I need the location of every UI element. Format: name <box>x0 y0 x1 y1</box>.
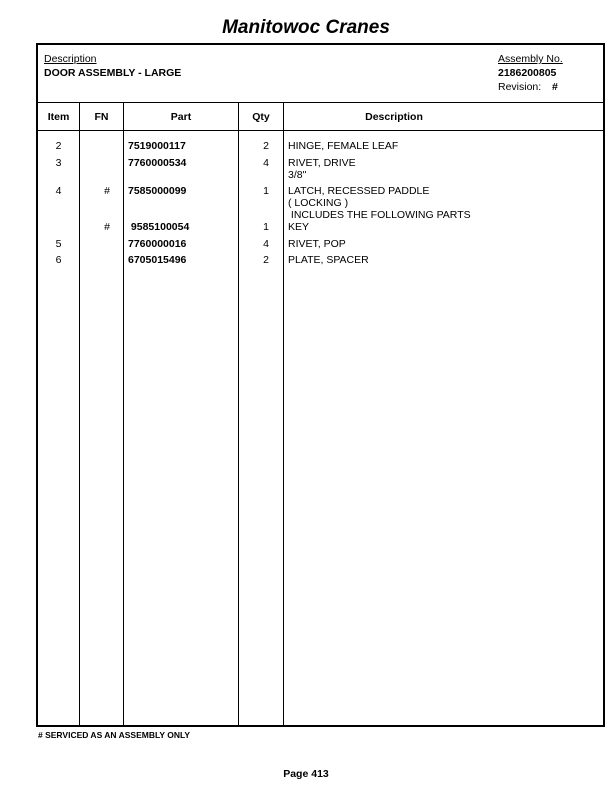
revision-value: # <box>552 81 558 93</box>
item-number: 5 <box>55 238 62 250</box>
page-title: Manitowoc Cranes <box>222 17 390 38</box>
footnote: # SERVICED AS AN ASSEMBLY ONLY <box>38 730 191 740</box>
description-line: ( LOCKING ) <box>288 197 349 209</box>
assembly-label: Assembly No. <box>498 53 563 65</box>
item-number: 3 <box>55 157 62 169</box>
fn-flag: # <box>104 221 110 233</box>
item-number: 4 <box>55 185 62 197</box>
quantity: 2 <box>263 140 269 152</box>
description-value: DOOR ASSEMBLY - LARGE <box>44 67 182 79</box>
column-header-part: Part <box>170 111 192 123</box>
fn-flag: # <box>104 185 110 197</box>
column-divider <box>123 103 124 725</box>
description-line: KEY <box>288 221 310 233</box>
quantity: 1 <box>263 221 269 233</box>
part-number: 7760000534 <box>128 157 187 169</box>
column-header-item: Item <box>47 111 70 123</box>
part-number: 6705015496 <box>128 254 187 266</box>
item-number: 2 <box>55 140 62 152</box>
column-header-qty: Qty <box>252 111 270 123</box>
description-line: LATCH, RECESSED PADDLE <box>288 185 430 197</box>
assembly-value: 2186200805 <box>498 67 557 79</box>
revision-label: Revision: <box>498 81 542 93</box>
column-divider <box>283 103 284 725</box>
parts-table-frame <box>36 43 605 727</box>
description-line: HINGE, FEMALE LEAF <box>288 140 399 152</box>
description-line: 3/8" <box>288 169 307 181</box>
part-number: 7519000117 <box>128 140 186 152</box>
quantity: 1 <box>263 185 269 197</box>
part-number: 9585100054 <box>128 221 190 233</box>
description-line: PLATE, SPACER <box>288 254 369 266</box>
column-header-fn: FN <box>94 111 109 123</box>
description-line: RIVET, POP <box>288 238 346 250</box>
part-number: 7585000099 <box>128 185 187 197</box>
description-line: INCLUDES THE FOLLOWING PARTS <box>288 209 471 221</box>
description-line: RIVET, DRIVE <box>288 157 356 169</box>
description-label: Description <box>44 53 97 65</box>
quantity: 2 <box>263 254 269 266</box>
column-header-description: Description <box>365 111 423 123</box>
quantity: 4 <box>263 157 269 169</box>
item-number: 6 <box>55 254 62 266</box>
part-number: 7760000016 <box>128 238 187 250</box>
quantity: 4 <box>263 238 269 250</box>
page-number: Page 413 <box>283 768 329 780</box>
